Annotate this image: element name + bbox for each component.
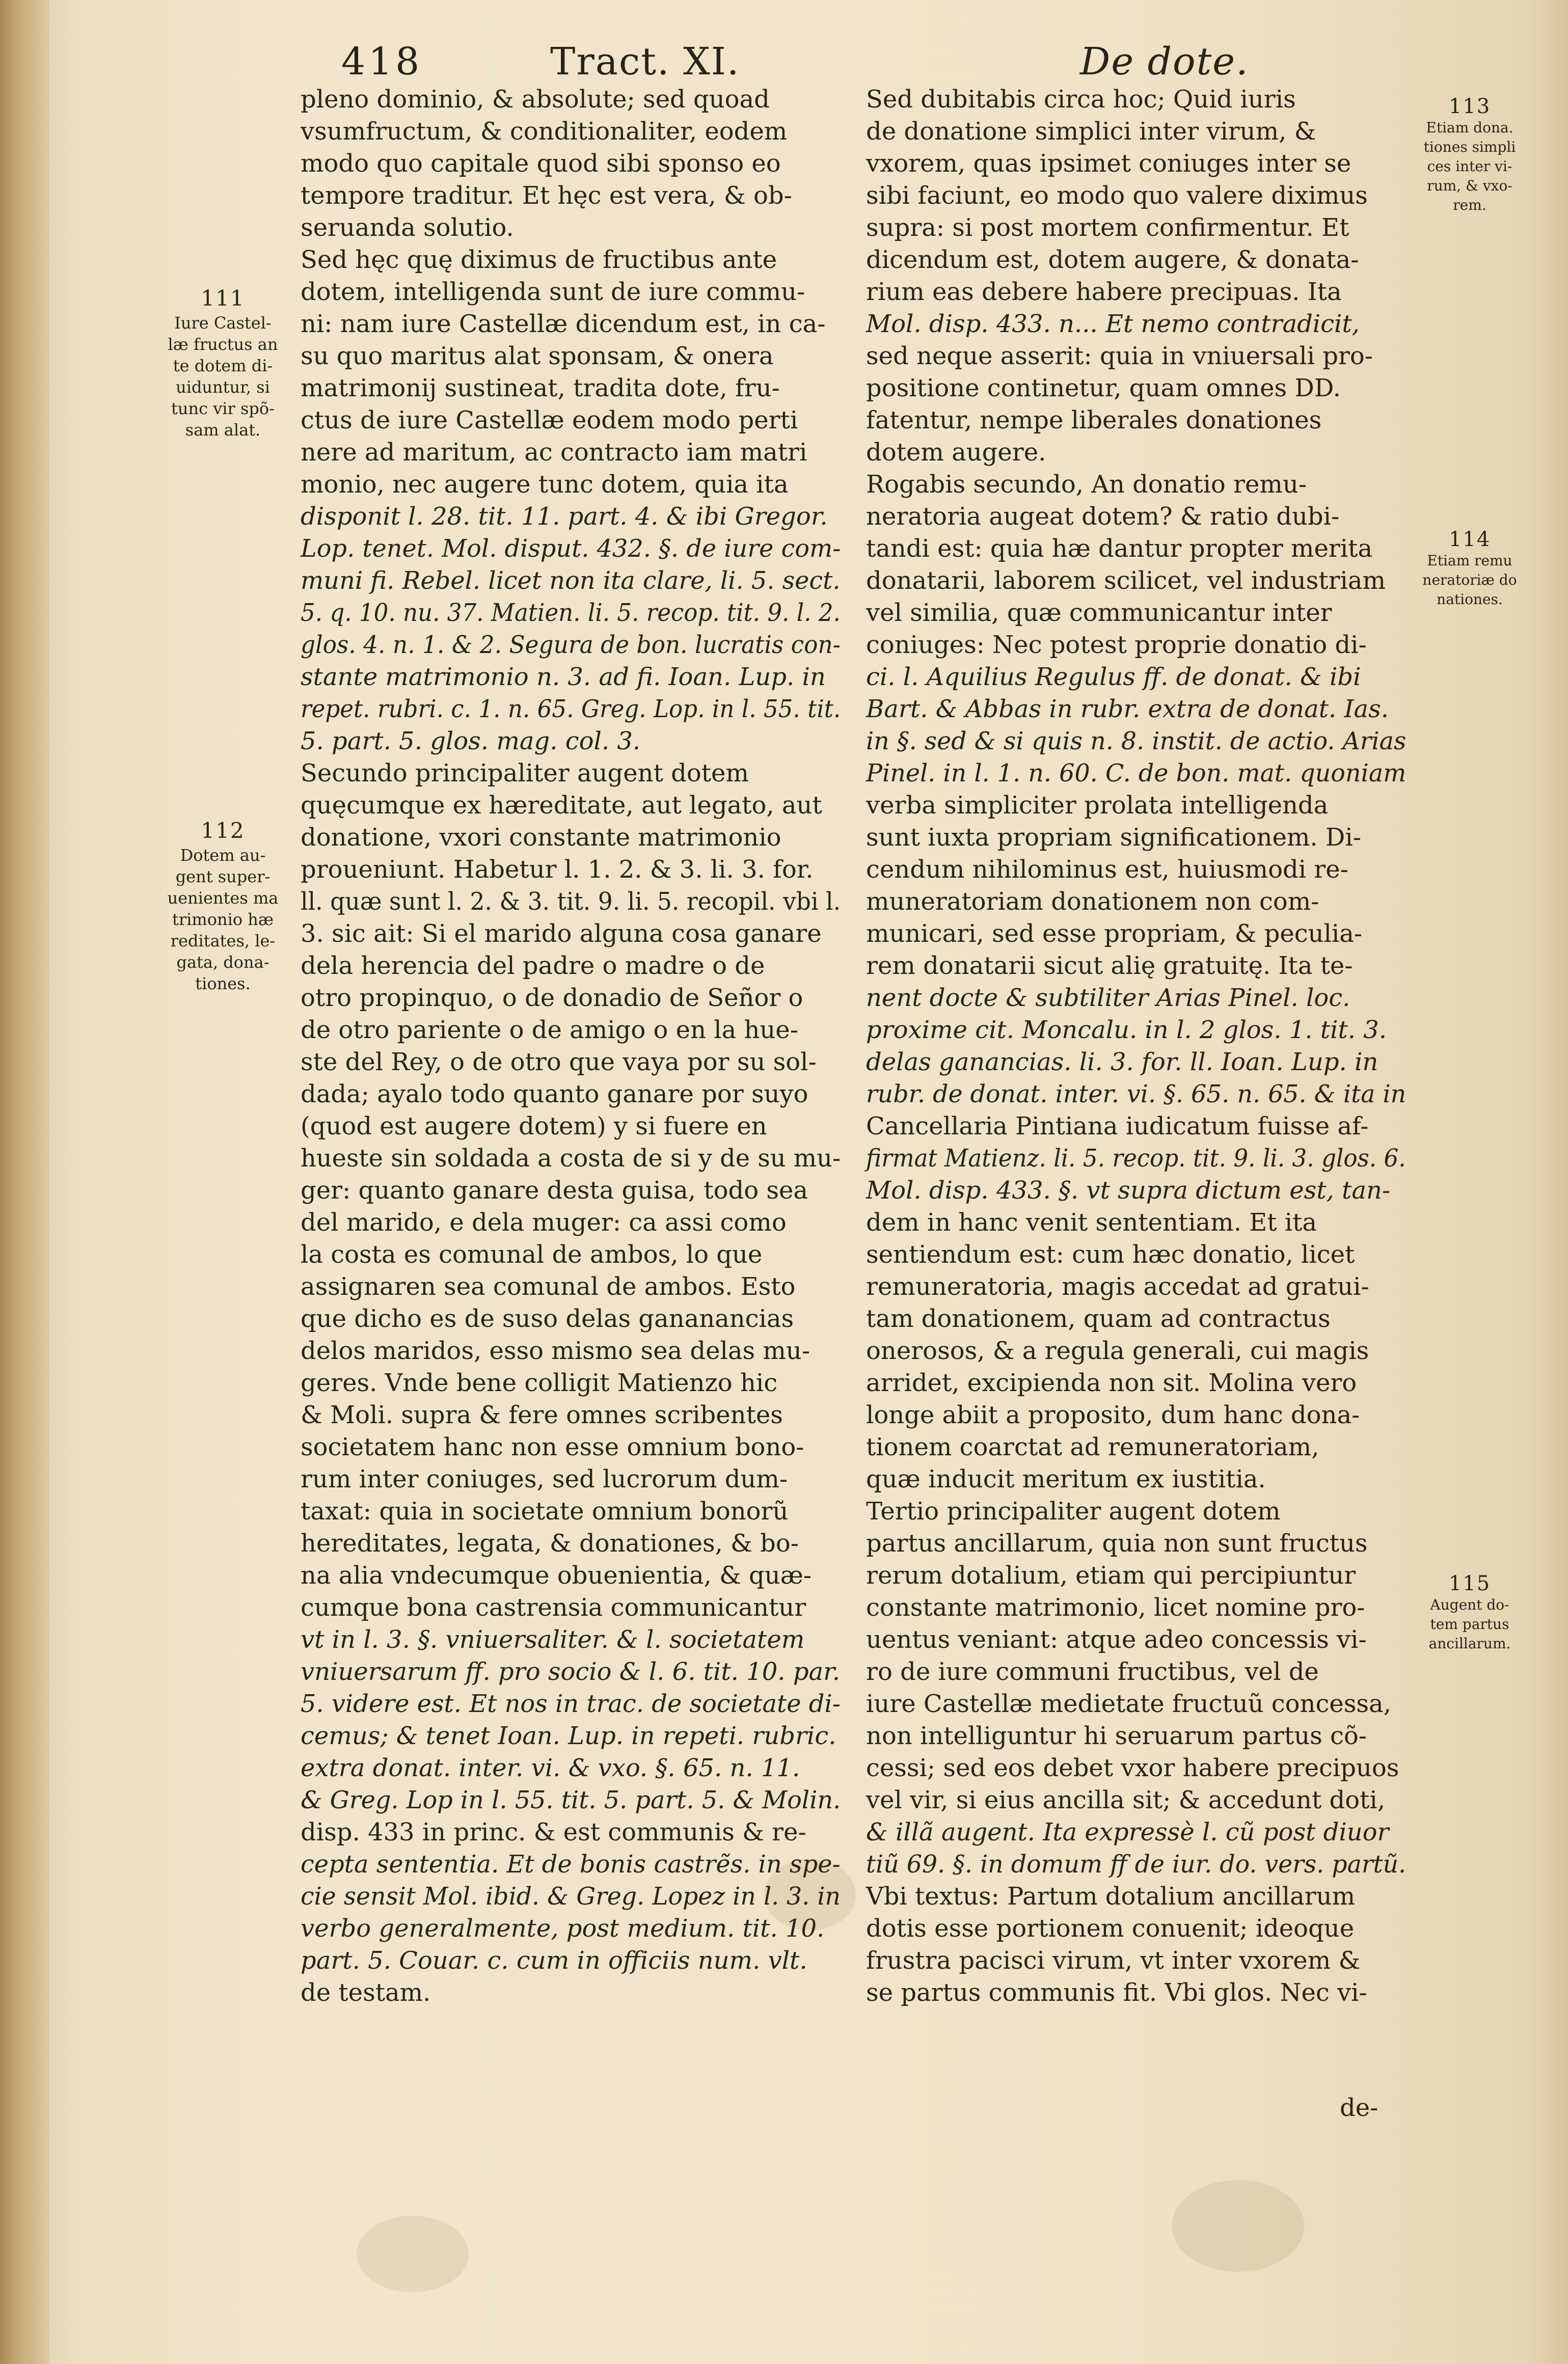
left-text-column <box>301 84 841 2009</box>
text-line: Tertio principaliter augent dotem <box>866 1497 1281 1526</box>
text-line: & Greg. Lop in l. 55. tit. 5. part. 5. & Molin. <box>301 1786 841 1814</box>
text-line: muneratoriam donationem non com- <box>866 887 1319 916</box>
text-line: municari, sed esse propriam, & peculia- <box>866 919 1363 948</box>
text-line: pleno dominio, & absolute; sed quoad <box>301 85 770 114</box>
text-line: delos maridos, esso mismo sea delas mu- <box>301 1337 810 1365</box>
text-line: quæ inducit meritum ex iustitia. <box>866 1465 1266 1493</box>
text-line: rium eas debere habere precipuas. Ita <box>866 278 1342 306</box>
text-line: glos. 4. n. 1. & 2. Segura de bon. lucratis con- <box>301 631 841 659</box>
text-line: del marido, e dela muger: ca assi como <box>301 1208 787 1237</box>
text-line: tionem coarctat ad remuneratoriam, <box>866 1433 1319 1461</box>
text-line: arridet, excipienda non sit. Molina vero <box>866 1369 1357 1397</box>
text-line: muni fi. Rebel. licet non ita clare, li. 5. sect. <box>301 566 841 595</box>
text-line: que dicho es de suso delas gananancias <box>301 1305 794 1333</box>
text-line: (quod est augere dotem) y si fuere en <box>301 1112 767 1140</box>
page-number: 418 <box>341 40 423 84</box>
text-line: ro de iure communi fructibus, vel de <box>866 1657 1319 1686</box>
text-line: vniuersarum ff. pro socio & l. 6. tit. 10. par. <box>301 1657 841 1686</box>
text-line: Sed hęc quę diximus de fructibus ante <box>301 246 777 274</box>
text-line: uentus veniant: atque adeo concessis vi- <box>866 1625 1367 1654</box>
text-line: Mol. disp. 433. n... Et nemo contradicit, <box>866 310 1360 338</box>
marginal-line: rem. <box>1453 197 1486 213</box>
right-text-column <box>866 84 1406 2009</box>
text-line: vsumfructum, & conditionaliter, eodem <box>301 117 788 146</box>
marginal-line: gent super- <box>175 867 271 886</box>
marginal-line: nationes. <box>1437 591 1503 608</box>
text-line: vel similia, quæ communicantur inter <box>866 599 1332 627</box>
text-line: 5. q. 10. nu. 37. Matien. li. 5. recop. tit. 9. l. 2. <box>301 599 841 627</box>
marginal-line: Dotem au- <box>180 846 266 865</box>
marginal-line: Augent do- <box>1430 1596 1509 1613</box>
text-line: disp. 433 in princ. & est communis & re- <box>301 1818 806 1846</box>
text-line: coniuges: Nec potest proprie donatio di- <box>866 631 1367 659</box>
foxing-stain <box>357 2216 469 2292</box>
marginal-note-114 <box>1411 530 1528 609</box>
text-line: ll. quæ sunt l. 2. & 3. tit. 9. li. 5. recopil. vbi l. <box>301 887 841 916</box>
text-line: donatarii, laborem scilicet, vel industriam <box>866 566 1386 595</box>
text-line: cepta sententia. Et de bonis castrẽs. in spe- <box>301 1850 841 1879</box>
text-line: firmat Matienz. li. 5. recop. tit. 9. li. 3. glos. 6. <box>866 1144 1406 1173</box>
text-line: in §. sed & si quis n. 8. instit. de actio. Arias <box>866 727 1407 755</box>
text-line: 3. sic ait: Si el marido alguna cosa ganare <box>301 919 822 948</box>
text-line: part. 5. Couar. c. cum in officiis num. vlt. <box>301 1946 807 1975</box>
running-title: Tract. XI. <box>550 40 740 84</box>
text-line: hueste sin soldada a costa de si y de su mu- <box>301 1144 841 1173</box>
text-line: monio, nec augere tunc dotem, quia ita <box>301 470 789 499</box>
text-line: rubr. de donat. inter. vi. §. 65. n. 65. & ita in <box>866 1080 1407 1108</box>
text-line: Pinel. in l. 1. n. 60. C. de bon. mat. quoniam <box>866 759 1407 787</box>
text-line: cessi; sed eos debet vxor habere precipuos <box>866 1754 1399 1782</box>
text-line: taxat: quia in societate omnium bonorũ <box>301 1497 789 1526</box>
marginal-line: rum, & vxo- <box>1427 177 1512 194</box>
text-line: constante matrimonio, licet nomine pro- <box>866 1593 1365 1622</box>
text-line: matrimonij sustineat, tradita dote, fru- <box>301 374 780 402</box>
marginal-line: tiones. <box>195 974 251 993</box>
text-line: Bart. & Abbas in rubr. extra de donat. Ias. <box>866 695 1389 723</box>
marginal-number: 113 <box>1448 95 1491 118</box>
text-line: & Moli. supra & fere omnes scribentes <box>301 1401 783 1429</box>
marginal-line: læ fructus an <box>168 335 278 354</box>
marginal-line: uenientes ma <box>167 888 279 908</box>
text-line: verbo generalmente, post medium. tit. 10. <box>301 1914 825 1943</box>
text-line: otro propinquo, o de donadio de Señor o <box>301 984 803 1012</box>
running-header <box>301 30 1503 91</box>
marginal-note-113 <box>1411 97 1528 215</box>
text-line: tandi est: quia hæ dantur propter merita <box>866 534 1373 563</box>
marginal-line: ancillarum. <box>1428 1635 1511 1652</box>
text-line: de donatione simplici inter virum, & <box>866 117 1316 146</box>
text-line: ger: quanto ganare desta guisa, todo sea <box>301 1176 808 1205</box>
text-line: 5. part. 5. glos. mag. col. 3. <box>301 727 641 755</box>
text-line: proxime cit. Moncalu. in l. 2 glos. 1. tit. 3. <box>866 1016 1387 1044</box>
text-line: dotem augere. <box>866 438 1046 467</box>
text-line: cemus; & tenet Ioan. Lup. in repeti. rubric. <box>301 1722 836 1750</box>
text-line: la costa es comunal de ambos, lo que <box>301 1240 763 1269</box>
text-line: rem donatarii sicut alię gratuitę. Ita te- <box>866 952 1353 980</box>
text-line: extra donat. inter. vi. & vxo. §. 65. n. 11. <box>301 1754 800 1782</box>
text-line: verba simpliciter prolata intelligenda <box>866 791 1329 820</box>
text-line: delas ganancias. li. 3. for. ll. Ioan. Lup. in <box>866 1048 1378 1076</box>
text-line: disponit l. 28. tit. 11. part. 4. & ibi Gregor. <box>301 502 828 531</box>
text-line: de testam. <box>301 1978 431 2007</box>
text-line: vel vir, si eius ancilla sit; & accedunt doti, <box>866 1786 1386 1814</box>
text-line: dotem, intelligenda sunt de iure commu- <box>301 278 805 306</box>
marginal-line: gata, dona- <box>176 953 269 972</box>
marginal-line: Etiam dona. <box>1426 119 1513 136</box>
text-line: modo quo capitale quod sibi sponso eo <box>301 149 781 178</box>
marginal-line: Iure Castel- <box>174 313 272 333</box>
text-line: non intelliguntur hi seruarum partus cõ- <box>866 1722 1367 1750</box>
text-line: tam donationem, quam ad contractus <box>866 1305 1331 1333</box>
text-line: quęcumque ex hæreditate, aut legato, aut <box>301 791 822 820</box>
text-line: sentiendum est: cum hæc donatio, licet <box>866 1240 1355 1269</box>
text-line: rum inter coniuges, sed lucrorum dum- <box>301 1465 788 1493</box>
text-line: geres. Vnde bene colligit Matienzo hic <box>301 1369 778 1397</box>
text-line: tempore traditur. Et hęc est vera, & ob- <box>301 181 792 210</box>
text-line: iure Castellæ medietate fructuũ concessa, <box>866 1690 1391 1718</box>
catchword: de- <box>1340 2094 1378 2122</box>
text-line: hereditates, legata, & donationes, & bo- <box>301 1529 799 1558</box>
marginal-number: 114 <box>1448 528 1491 551</box>
marginal-line: tem partus <box>1430 1616 1509 1633</box>
text-line: & illã augent. Ita expressè l. cũ post diuor <box>866 1818 1389 1846</box>
text-line: societatem hanc non esse omnium bono- <box>301 1433 804 1461</box>
text-line: dem in hanc venit sententiam. Et ita <box>866 1208 1317 1237</box>
text-line: se partus communis fit. Vbi glos. Nec vi- <box>866 1978 1367 2007</box>
marginal-note-112 <box>163 820 283 994</box>
text-line: fatentur, nempe liberales donationes <box>866 406 1322 434</box>
text-line: cendum nihilominus est, huiusmodi re- <box>866 855 1348 884</box>
text-line: rerum dotalium, etiam qui percipiuntur <box>866 1561 1356 1590</box>
text-line: su quo maritus alat sponsam, & onera <box>301 342 774 370</box>
text-line: na alia vndecumque obuenientia, & quæ- <box>301 1561 812 1590</box>
text-line: ste del Rey, o de otro que vaya por su sol- <box>301 1048 817 1076</box>
text-line: supra: si post mortem confirmentur. Et <box>866 213 1349 242</box>
text-line: dicendum est, dotem augere, & donata- <box>866 246 1359 274</box>
text-line: positione continetur, quam omnes DD. <box>866 374 1341 402</box>
marginal-line: Etiam remu <box>1427 552 1512 569</box>
text-line: Cancellaria Pintiana iudicatum fuisse af- <box>866 1112 1369 1140</box>
text-line: Rogabis secundo, An donatio remu- <box>866 470 1307 499</box>
text-line: donatione, vxori constante matrimonio <box>301 823 781 852</box>
text-line: ctus de iure Castellæ eodem modo perti <box>301 406 798 434</box>
text-line: Mol. disp. 433. §. vt supra dictum est, tan- <box>866 1176 1391 1205</box>
text-line: Secundo principaliter augent dotem <box>301 759 749 787</box>
text-line: stante matrimonio n. 3. ad fi. Ioan. Lup. in <box>301 663 826 691</box>
text-line: Lop. tenet. Mol. disput. 432. §. de iure com- <box>301 534 841 563</box>
marginal-number: 112 <box>201 818 245 843</box>
marginal-note-115 <box>1411 1574 1528 1653</box>
text-line: cie sensit Mol. ibid. & Greg. Lopez in l. 3. in <box>301 1882 841 1911</box>
text-line: ci. l. Aquilius Regulus ff. de donat. & ibi <box>866 663 1361 691</box>
running-title-right: De dote. <box>1080 40 1249 84</box>
text-line: onerosos, & a regula generali, cui magis <box>866 1337 1369 1365</box>
text-line: vxorem, quas ipsimet coniuges inter se <box>866 149 1351 178</box>
text-line: dotis esse portionem conuenit; ideoque <box>866 1914 1355 1943</box>
marginal-number: 115 <box>1448 1572 1491 1595</box>
marginal-line: ces inter vi- <box>1427 158 1512 175</box>
text-line: longe abiit a proposito, dum hanc dona- <box>866 1401 1360 1429</box>
text-line: proueniunt. Habetur l. 1. 2. & 3. li. 3. for. <box>301 855 814 884</box>
marginal-number: 111 <box>201 286 245 311</box>
text-line: ni: nam iure Castellæ dicendum est, in ca- <box>301 310 826 338</box>
marginal-note-111 <box>163 288 283 441</box>
marginal-line: trimonio hæ <box>172 910 274 929</box>
text-line: vt in l. 3. §. vniuersaliter. & l. societatem <box>301 1625 805 1654</box>
marginal-line: uiduntur, si <box>176 377 270 397</box>
marginal-line: neratoriæ do <box>1422 572 1517 588</box>
marginal-line: sam alat. <box>185 420 261 440</box>
text-line: Sed dubitabis circa hoc; Quid iuris <box>866 85 1296 114</box>
text-line: nere ad maritum, ac contracto iam matri <box>301 438 807 467</box>
text-line: neratoria augeat dotem? & ratio dubi- <box>866 502 1340 531</box>
marginal-line: tunc vir spõ- <box>171 399 275 418</box>
text-line: 5. videre est. Et nos in trac. de societate di- <box>301 1690 841 1718</box>
text-line: sed neque asserit: quia in vniuersali pro- <box>866 342 1373 370</box>
text-line: cumque bona castrensia communicantur <box>301 1593 806 1622</box>
marginal-line: te dotem di- <box>173 356 273 375</box>
marginal-line: reditates, le- <box>170 931 276 950</box>
text-line: assignaren sea comunal de ambos. Esto <box>301 1272 796 1301</box>
text-line: frustra pacisci virum, vt inter vxorem & <box>866 1946 1361 1975</box>
text-line: seruanda solutio. <box>301 213 514 242</box>
text-line: de otro pariente o de amigo o en la hue- <box>301 1016 798 1044</box>
marginal-line: tiones simpli <box>1423 139 1516 155</box>
text-line: Vbi textus: Partum dotalium ancillarum <box>866 1882 1356 1911</box>
page-gutter <box>0 0 49 2364</box>
text-line: repet. rubri. c. 1. n. 65. Greg. Lop. in l. 55. tit. <box>301 695 841 723</box>
text-line: tiũ 69. §. in domum ff de iur. do. vers. partũ. <box>866 1850 1407 1879</box>
foxing-stain <box>1172 2180 1304 2272</box>
text-line: dada; ayalo todo quanto ganare por suyo <box>301 1080 808 1108</box>
text-line: sibi faciunt, eo modo quo valere diximus <box>866 181 1368 210</box>
text-line: sunt iuxta propriam significationem. Di- <box>866 823 1361 852</box>
text-line: partus ancillarum, quia non sunt fructus <box>866 1529 1368 1558</box>
text-line: remuneratoria, magis accedat ad gratui- <box>866 1272 1369 1301</box>
text-line: dela herencia del padre o madre o de <box>301 952 765 980</box>
text-line: nent docte & subtiliter Arias Pinel. loc. <box>866 984 1350 1012</box>
